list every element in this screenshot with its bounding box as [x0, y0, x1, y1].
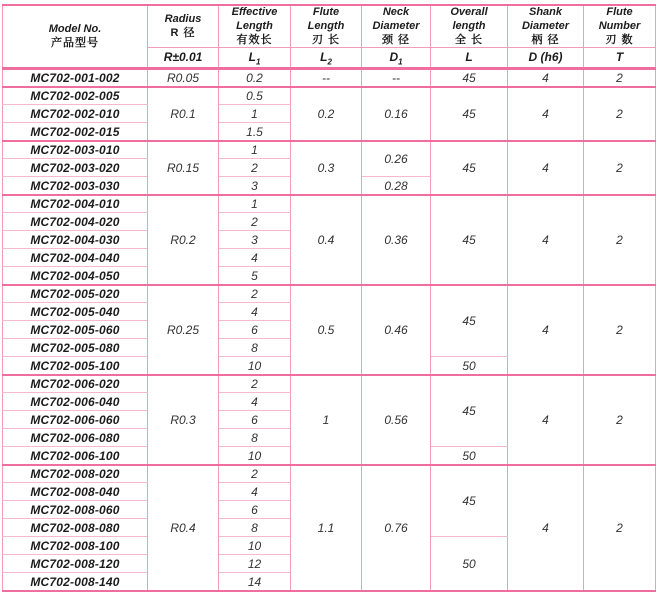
shank-diameter-cell: 4 — [508, 285, 584, 375]
symbol-flute-length — [291, 48, 362, 69]
flute-number-cell: 2 — [584, 141, 656, 195]
header-line: Length — [236, 19, 273, 32]
radius-cell: R0.25 — [148, 285, 219, 375]
neck-diameter-cell: 0.16 — [362, 87, 431, 141]
model-cell: MC702-005-040 — [3, 303, 148, 321]
flute-length-cell: 1 — [291, 375, 362, 465]
symbol-overall-length — [431, 48, 508, 69]
effective-length-cell: 12 — [219, 555, 291, 573]
neck-diameter-cell: 0.26 — [362, 141, 431, 177]
effective-length-cell: 0.5 — [219, 87, 291, 105]
overall-length-cell: 50 — [431, 537, 508, 591]
radius-cell: R0.15 — [148, 141, 219, 195]
column-symbol: D — [389, 50, 399, 65]
overall-length-cell: 45 — [431, 465, 508, 537]
effective-length-cell: 2 — [219, 285, 291, 303]
radius-cell: R0.3 — [148, 375, 219, 465]
header-line: Shank — [528, 6, 562, 18]
effective-length-cell: 2 — [219, 465, 291, 483]
overall-length-cell: 45 — [431, 69, 508, 87]
neck-diameter-cell: -- — [362, 69, 431, 87]
effective-length-cell: 8 — [219, 339, 291, 357]
flute-length-cell: 0.4 — [291, 195, 362, 285]
table-row — [3, 87, 656, 105]
radius-cell: R0.2 — [148, 195, 219, 285]
model-cell: MC702-008-020 — [3, 465, 148, 483]
spec-table-body — [3, 69, 656, 591]
effective-length-cell: 6 — [219, 501, 291, 519]
overall-length-cell: 50 — [431, 357, 508, 375]
model-cell: MC702-008-140 — [3, 573, 148, 591]
effective-length-cell: 6 — [219, 411, 291, 429]
effective-length-cell: 1 — [219, 141, 291, 159]
effective-length-cell: 1 — [219, 105, 291, 123]
model-cell: MC702-008-060 — [3, 501, 148, 519]
symbol-flute-number — [584, 48, 656, 69]
column-symbol: T — [615, 50, 624, 65]
header-line: Neck — [382, 6, 410, 18]
shank-diameter-cell: 4 — [508, 69, 584, 87]
effective-length-cell: 6 — [219, 321, 291, 339]
flute-length-cell: 1.1 — [291, 465, 362, 591]
header-line: Effective — [231, 6, 278, 18]
neck-diameter-cell: 0.36 — [362, 195, 431, 285]
header-flute-number — [584, 5, 656, 48]
symbol-radius — [148, 48, 219, 69]
shank-diameter-cell: 4 — [508, 141, 584, 195]
header-line: Flute — [606, 6, 633, 18]
neck-diameter-cell: 0.56 — [362, 375, 431, 465]
header-shank-diameter — [508, 5, 584, 48]
model-cell: MC702-006-080 — [3, 429, 148, 447]
model-cell: MC702-001-002 — [3, 69, 148, 87]
flute-length-cell: 0.5 — [291, 285, 362, 375]
column-symbol: R±0.01 — [163, 50, 203, 65]
model-cell: MC702-003-020 — [3, 159, 148, 177]
header-neck-diameter — [362, 5, 431, 48]
header-line: 有效长 — [236, 33, 273, 46]
flute-number-cell: 2 — [584, 195, 656, 285]
header-overall-length — [431, 5, 508, 48]
column-symbol: L — [465, 50, 473, 65]
neck-diameter-cell: 0.46 — [362, 285, 431, 375]
model-cell: MC702-005-060 — [3, 321, 148, 339]
model-cell: MC702-003-010 — [3, 141, 148, 159]
flute-number-cell: 2 — [584, 465, 656, 591]
shank-diameter-cell: 4 — [508, 195, 584, 285]
model-cell: MC702-004-010 — [3, 195, 148, 213]
symbol-neck-diameter — [362, 48, 431, 69]
header-line: Length — [307, 19, 345, 32]
neck-diameter-cell: 0.76 — [362, 465, 431, 591]
header-line: Overall — [450, 6, 488, 18]
effective-length-cell: 3 — [219, 177, 291, 195]
model-cell: MC702-005-080 — [3, 339, 148, 357]
effective-length-cell: 0.2 — [219, 69, 291, 87]
table-row — [3, 195, 656, 213]
effective-length-cell: 10 — [219, 357, 291, 375]
column-symbol: L — [320, 50, 328, 65]
model-cell: MC702-006-020 — [3, 375, 148, 393]
effective-length-cell: 4 — [219, 483, 291, 501]
flute-length-cell: 0.2 — [291, 87, 362, 141]
overall-length-cell: 45 — [431, 141, 508, 195]
model-cell: MC702-006-100 — [3, 447, 148, 465]
table-row — [3, 285, 656, 303]
model-cell: MC702-002-010 — [3, 105, 148, 123]
header-name-row — [3, 5, 656, 48]
shank-diameter-cell: 4 — [508, 375, 584, 465]
effective-length-cell: 1.5 — [219, 123, 291, 141]
header-radius — [148, 5, 219, 48]
effective-length-cell: 14 — [219, 573, 291, 591]
header-line: Model No. — [48, 22, 102, 35]
header-line: 柄 径 — [531, 33, 560, 46]
effective-length-cell: 8 — [219, 519, 291, 537]
effective-length-cell: 8 — [219, 429, 291, 447]
table-row — [3, 141, 656, 159]
model-cell: MC702-008-080 — [3, 519, 148, 537]
effective-length-cell: 4 — [219, 249, 291, 267]
column-symbol-sub: 1 — [255, 57, 261, 67]
effective-length-cell: 2 — [219, 159, 291, 177]
model-cell: MC702-002-015 — [3, 123, 148, 141]
spec-table-header — [3, 5, 656, 69]
flute-number-cell: 2 — [584, 87, 656, 141]
model-cell: MC702-004-020 — [3, 213, 148, 231]
table-row — [3, 465, 656, 483]
neck-diameter-cell: 0.28 — [362, 177, 431, 195]
header-line: length — [452, 19, 486, 32]
model-cell: MC702-002-005 — [3, 87, 148, 105]
header-line: 全 长 — [454, 33, 484, 46]
model-cell: MC702-008-040 — [3, 483, 148, 501]
header-line: Diameter — [521, 19, 570, 32]
column-symbol: L — [248, 50, 256, 65]
overall-length-cell: 45 — [431, 375, 508, 447]
header-line: Number — [598, 19, 641, 32]
model-cell: MC702-008-100 — [3, 537, 148, 555]
flute-number-cell: 2 — [584, 285, 656, 375]
header-line: Diameter — [372, 19, 420, 32]
header-line: Radius — [164, 12, 202, 25]
model-cell: MC702-005-020 — [3, 285, 148, 303]
model-cell: MC702-004-040 — [3, 249, 148, 267]
table-row — [3, 69, 656, 87]
overall-length-cell: 45 — [431, 285, 508, 357]
header-line: 产品型号 — [51, 36, 99, 49]
model-cell: MC702-005-100 — [3, 357, 148, 375]
model-cell: MC702-006-060 — [3, 411, 148, 429]
effective-length-cell: 10 — [219, 537, 291, 555]
symbol-shank-diameter — [508, 48, 584, 69]
flute-length-cell: 0.3 — [291, 141, 362, 195]
flute-length-cell: -- — [291, 69, 362, 87]
header-line: Flute — [312, 6, 340, 18]
model-cell: MC702-008-120 — [3, 555, 148, 573]
header-effective-length — [219, 5, 291, 48]
shank-diameter-cell: 4 — [508, 465, 584, 591]
header-model — [3, 5, 148, 69]
table-row — [3, 375, 656, 393]
header-line: 刃 数 — [605, 33, 634, 46]
radius-cell: R0.05 — [148, 69, 219, 87]
overall-length-cell: 50 — [431, 447, 508, 465]
radius-cell: R0.4 — [148, 465, 219, 591]
header-line: 刃 长 — [311, 33, 341, 46]
effective-length-cell: 3 — [219, 231, 291, 249]
overall-length-cell: 45 — [431, 87, 508, 141]
effective-length-cell: 5 — [219, 267, 291, 285]
model-cell: MC702-004-050 — [3, 267, 148, 285]
effective-length-cell: 4 — [219, 393, 291, 411]
effective-length-cell: 2 — [219, 213, 291, 231]
spec-table — [2, 4, 656, 592]
header-line: 颈 径 — [381, 33, 411, 46]
shank-diameter-cell: 4 — [508, 87, 584, 141]
header-flute-length — [291, 5, 362, 48]
effective-length-cell: 2 — [219, 375, 291, 393]
column-symbol-sub: 1 — [398, 57, 403, 67]
model-cell: MC702-003-030 — [3, 177, 148, 195]
symbol-effective-length — [219, 48, 291, 69]
header-line: R 径 — [170, 26, 196, 39]
model-cell: MC702-004-030 — [3, 231, 148, 249]
model-cell: MC702-006-040 — [3, 393, 148, 411]
effective-length-cell: 1 — [219, 195, 291, 213]
flute-number-cell: 2 — [584, 69, 656, 87]
flute-number-cell: 2 — [584, 375, 656, 465]
column-symbol-sub: 2 — [327, 57, 332, 67]
overall-length-cell: 45 — [431, 195, 508, 285]
effective-length-cell: 10 — [219, 447, 291, 465]
column-symbol: D (h6) — [528, 50, 563, 65]
radius-cell: R0.1 — [148, 87, 219, 141]
effective-length-cell: 4 — [219, 303, 291, 321]
